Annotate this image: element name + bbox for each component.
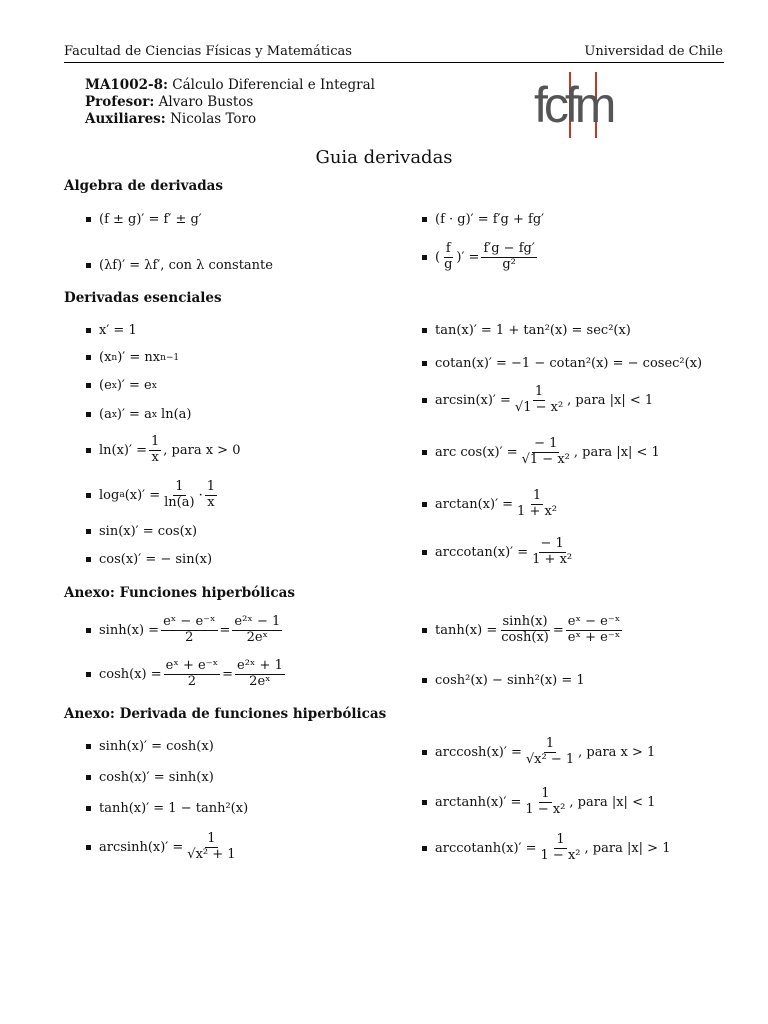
- formula-d-arccotanh: arccotanh(x)′ = $\frac{1}{\text{1 − x²}}$ , para |x| > 1: [422, 833, 670, 864]
- formula-exp: (e x )′ = e x: [86, 378, 157, 393]
- fcfm-logo: [534, 72, 638, 138]
- formula-tan: tan(x)′ = 1 + tan²(x) = sec²(x): [422, 323, 631, 338]
- section-hyperbolic-derivatives: Anexo: Derivada de funciones hiperbólicas: [64, 706, 387, 722]
- formula-d-tanh: tanh(x)′ = 1 − tanh²(x): [86, 801, 248, 816]
- svg-text:fcfm: fcfm: [534, 77, 613, 133]
- formula-d-arccosh: arccosh(x)′ = $\frac{1}{\text{√x² − 1}}$ , para x > 1: [422, 737, 655, 768]
- section-algebra: Algebra de derivadas: [64, 178, 224, 194]
- formula-sum-rule: (f ± g)′ = f′ ± g′: [86, 212, 202, 227]
- course-info: [85, 77, 375, 128]
- formula-sinh: sinh(x) = $\frac{\text{eˣ − e⁻ˣ}}{2}$ = $\frac{\text{e²ˣ − 1}}{\text{2eˣ}}$: [86, 615, 284, 646]
- formula-quotient-rule: ( f g )′ = $\frac{f'g - fg'}{\text{g²}}$: [422, 242, 539, 273]
- formula-cosh-identity: cosh²(x) − sinh²(x) = 1: [422, 673, 585, 688]
- formula-arccotan: arccotan(x)′ = $\frac{- 1}{\text{1 + x²}}$: [422, 537, 576, 568]
- formula-arctan: arctan(x)′ = $\frac{1}{\text{1 + x²}}$: [422, 489, 561, 520]
- page-title: Guia derivadas: [315, 147, 453, 168]
- formula-constant-rule: (λf)′ = λf′, con λ constante: [86, 258, 273, 273]
- header-right: Universidad de Chile: [584, 44, 723, 59]
- professor-name: Alvaro Bustos: [158, 94, 254, 110]
- formula-arccos: arc cos(x)′ = $\frac{- 1}{\text{√1 − x²}}$ , para |x| < 1: [422, 437, 660, 468]
- formula-d-arctanh: arctanh(x)′ = $\frac{1}{\text{1 − x²}}$ , para |x| < 1: [422, 787, 655, 818]
- assistants-label: Auxiliares:: [85, 111, 166, 127]
- formula-cos: cos(x)′ = − sin(x): [86, 552, 212, 567]
- formula-ln: ln(x)′ = $\frac{1}{x}$ , para x > 0: [86, 435, 240, 466]
- formula-cotan: cotan(x)′ = −1 − cotan²(x) = − cosec²(x): [422, 356, 702, 371]
- formula-power: (x n )′ = nx n−1: [86, 350, 179, 365]
- formula-d-arcsinh: arcsinh(x)′ = $\frac{1}{\text{√x² + 1}}$: [86, 832, 240, 863]
- header-rule: [64, 62, 724, 63]
- course-label: MA1002-8:: [85, 77, 168, 93]
- formula-d-cosh: cosh(x)′ = sinh(x): [86, 770, 214, 785]
- course-name: Cálculo Diferencial e Integral: [172, 77, 375, 93]
- section-hyperbolic: Anexo: Funciones hiperbólicas: [64, 585, 296, 601]
- formula-x: x′ = 1: [86, 323, 137, 338]
- formula-product-rule: (f · g)′ = f′g + fg′: [422, 212, 544, 227]
- formula-exp-a: (a x )′ = a x ln(a): [86, 407, 191, 422]
- header-left: Facultad de Ciencias Físicas y Matemáticas: [64, 44, 352, 59]
- formula-log: log a (x)′ = $\frac{1}{\ln(a)}$ · 1 x: [86, 480, 219, 511]
- formula-arcsin: arcsin(x)′ = $\frac{1}{\text{√1 − x²}}$ , para |x| < 1: [422, 385, 653, 416]
- section-essential: Derivadas esenciales: [64, 290, 222, 306]
- formula-d-sinh: sinh(x)′ = cosh(x): [86, 739, 214, 754]
- professor-label: Profesor:: [85, 94, 155, 110]
- formula-cosh: cosh(x) = $\frac{\text{eˣ + e⁻ˣ}}{2}$ = $\frac{\text{e²ˣ + 1}}{\text{2eˣ}}$: [86, 659, 287, 690]
- formula-tanh: tanh(x) = $\frac{\sinh(x)}{\cosh(x)}$ = $\frac{\text{eˣ − e⁻ˣ}}{\text{eˣ + e⁻ˣ}}$: [422, 615, 624, 646]
- assistants-name: Nicolas Toro: [170, 111, 257, 127]
- formula-sin: sin(x)′ = cos(x): [86, 524, 197, 539]
